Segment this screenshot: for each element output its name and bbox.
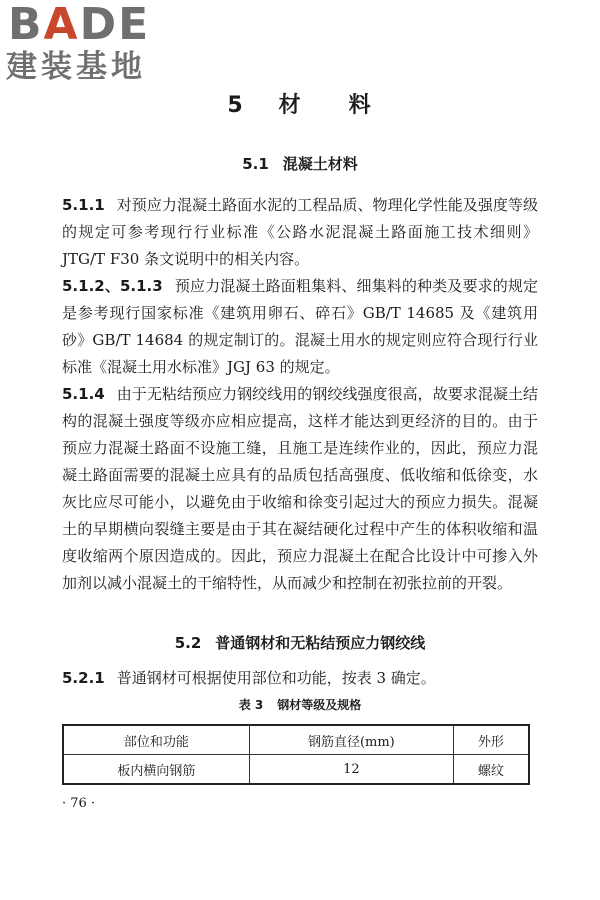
table-cell: 板内横向钢筋	[63, 755, 249, 785]
table-header-cell: 部位和功能	[63, 725, 249, 755]
chapter-title	[0, 88, 600, 119]
section-number: 5.1	[242, 155, 269, 173]
section-title-text: 混凝土材料	[282, 155, 358, 173]
steel-spec-table	[62, 724, 530, 785]
clause-text: 普通钢材可根据使用部位和功能，按表 3 确定。	[116, 669, 436, 687]
table-row	[63, 755, 529, 785]
clause-text: 预应力混凝土路面粗集料、细集料的种类及要求的规定是参考现行国家标准《建筑用卵石、碎石》GB/T 14685 及《建筑用砂》GB/T 14684 的规定制订的。混凝土用水的规定则应符合现行行业标准《混凝土用水标准》JGJ 63 的规定。	[62, 277, 538, 376]
paragraph-5-1-2	[62, 273, 538, 381]
clause-number: 5.1.2、5.1.3	[62, 277, 163, 295]
logo-wordmark: BADE	[8, 0, 151, 50]
table-caption-number: 表 3	[238, 698, 264, 712]
table-caption-title: 钢材等级及规格	[277, 698, 362, 712]
section-heading-5-1	[0, 153, 600, 174]
paragraph-5-2-1	[62, 665, 538, 692]
paragraph-5-1-1	[62, 192, 538, 273]
table-header-cell: 钢筋直径(mm)	[249, 725, 453, 755]
logo-subtitle: 建装基地	[6, 49, 146, 85]
chapter-title-char2: 料	[348, 93, 373, 118]
page-number: · 76 ·	[62, 796, 96, 811]
chapter-number: 5	[227, 93, 245, 118]
table-header-row	[63, 725, 529, 755]
table-header-cell: 外形	[453, 725, 529, 755]
table-cell: 螺纹	[453, 755, 529, 785]
section-title-text: 普通钢材和无粘结预应力钢绞线	[215, 634, 426, 652]
table-caption	[0, 696, 600, 713]
clause-text: 由于无粘结预应力钢绞线用的钢绞线强度很高，故要求混凝土结构的混凝土强度等级亦应相应提高，这样才能达到更经济的目的。由于预应力混凝土路面不设施工缝，且施工是连续作业的，因此，预应力混凝土路面需要的混凝土应具有的品质包括高强度、低收缩和低徐变，水灰比应尽可能小，以避免由于收缩和徐变引起过大的预应力损失。混凝土的早期横向裂缝主要是由于其在凝结硬化过程中产生的体积收缩和温度收缩两个原因造成的。因此，预应力混凝土在配合比设计中可掺入外加剂以减小混凝土的干缩特性，从而减少和控制在初张拉前的开裂。	[62, 385, 538, 592]
paragraph-5-1-4	[62, 381, 538, 597]
bade-logo	[6, 2, 178, 88]
table-cell: 12	[249, 755, 453, 785]
chapter-title-char1: 材	[278, 93, 303, 118]
clause-number: 5.1.4	[62, 385, 105, 403]
section-number: 5.2	[174, 634, 202, 652]
clause-number: 5.2.1	[62, 669, 105, 687]
section-heading-5-2	[0, 632, 600, 653]
clause-number: 5.1.1	[62, 196, 105, 214]
clause-text: 对预应力混凝土路面水泥的工程品质、物理化学性能及强度等级的规定可参考现行行业标准《公路水泥混凝土路面施工技术细则》JTG/T F30 条文说明中的相关内容。	[62, 196, 538, 268]
